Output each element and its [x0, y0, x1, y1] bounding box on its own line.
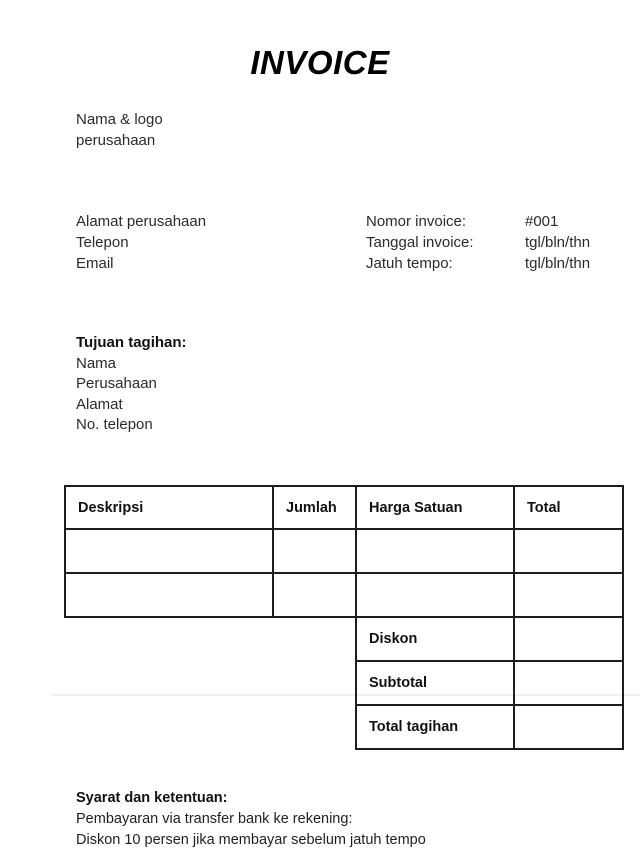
company-name-line: Nama & logo: [76, 111, 163, 128]
invoice-due-date-label: Jatuh tempo:: [366, 255, 453, 272]
invoice-due-date-row: [366, 253, 590, 274]
spacer-cell: [65, 705, 273, 749]
table-row: [65, 573, 623, 617]
summary-row-diskon: [65, 617, 623, 661]
summary-row-total-tagihan: [65, 705, 623, 749]
company-name-line: perusahaan: [76, 132, 156, 149]
column-header-harga-satuan: Harga Satuan: [356, 486, 514, 529]
summary-value-diskon[interactable]: [514, 617, 623, 661]
company-contact-block: [76, 211, 206, 274]
bill-to-block: [76, 333, 187, 436]
cell-jumlah[interactable]: [273, 573, 356, 617]
terms-and-conditions-block: [76, 788, 426, 851]
terms-heading: Syarat dan ketentuan:: [76, 790, 228, 806]
invoice-number-label: Nomor invoice:: [366, 213, 467, 230]
column-header-total: Total: [514, 486, 623, 529]
cell-deskripsi[interactable]: [65, 573, 273, 617]
invoice-due-date-value: tgl/bln/thn: [525, 255, 591, 272]
summary-label-diskon: Diskon: [356, 617, 514, 661]
cell-total[interactable]: [514, 573, 623, 617]
company-phone-line: Telepon: [76, 234, 129, 251]
spacer-cell: [273, 617, 356, 661]
spacer-cell: [273, 705, 356, 749]
summary-value-total-tagihan[interactable]: [514, 705, 623, 749]
bill-to-phone: No. telepon: [76, 416, 153, 433]
invoice-date-label: Tanggal invoice:: [366, 234, 474, 251]
terms-line: Pembayaran via transfer bank ke rekening:: [76, 811, 353, 827]
summary-label-subtotal: Subtotal: [356, 661, 514, 705]
spacer-cell: [65, 661, 273, 705]
bill-to-name: Nama: [76, 354, 117, 372]
column-header-deskripsi: Deskripsi: [65, 486, 273, 529]
terms-line: Diskon 10 persen jika membayar sebelum jatuh tempo: [76, 832, 426, 848]
cell-deskripsi[interactable]: [65, 529, 273, 573]
summary-value-subtotal[interactable]: [514, 661, 623, 705]
column-header-jumlah: Jumlah: [273, 486, 356, 529]
bill-to-address: Alamat: [76, 395, 123, 413]
company-address-line: Alamat perusahaan: [76, 213, 207, 230]
bill-to-heading: Tujuan tagihan:: [76, 334, 187, 351]
bill-to-company: Perusahaan: [76, 375, 157, 392]
company-name-block: [76, 109, 163, 151]
invoice-number-row: [366, 211, 590, 232]
summary-label-total-tagihan: Total tagihan: [356, 705, 514, 749]
company-email-line: Email: [76, 255, 114, 272]
invoice-date-row: [366, 232, 590, 253]
invoice-date-value: tgl/bln/thn: [525, 234, 591, 251]
invoice-number-value: #001: [525, 213, 559, 230]
page-title: INVOICE: [250, 44, 390, 81]
summary-row-subtotal: [65, 661, 623, 705]
table-row: [65, 529, 623, 573]
invoice-meta-block: [366, 211, 590, 274]
cell-total[interactable]: [514, 529, 623, 573]
spacer-cell: [65, 617, 273, 661]
cell-jumlah[interactable]: [273, 529, 356, 573]
cell-harga-satuan[interactable]: [356, 529, 514, 573]
table-header-row: [65, 486, 623, 529]
items-table: [64, 485, 624, 750]
cell-harga-satuan[interactable]: [356, 573, 514, 617]
spacer-cell: [273, 661, 356, 705]
